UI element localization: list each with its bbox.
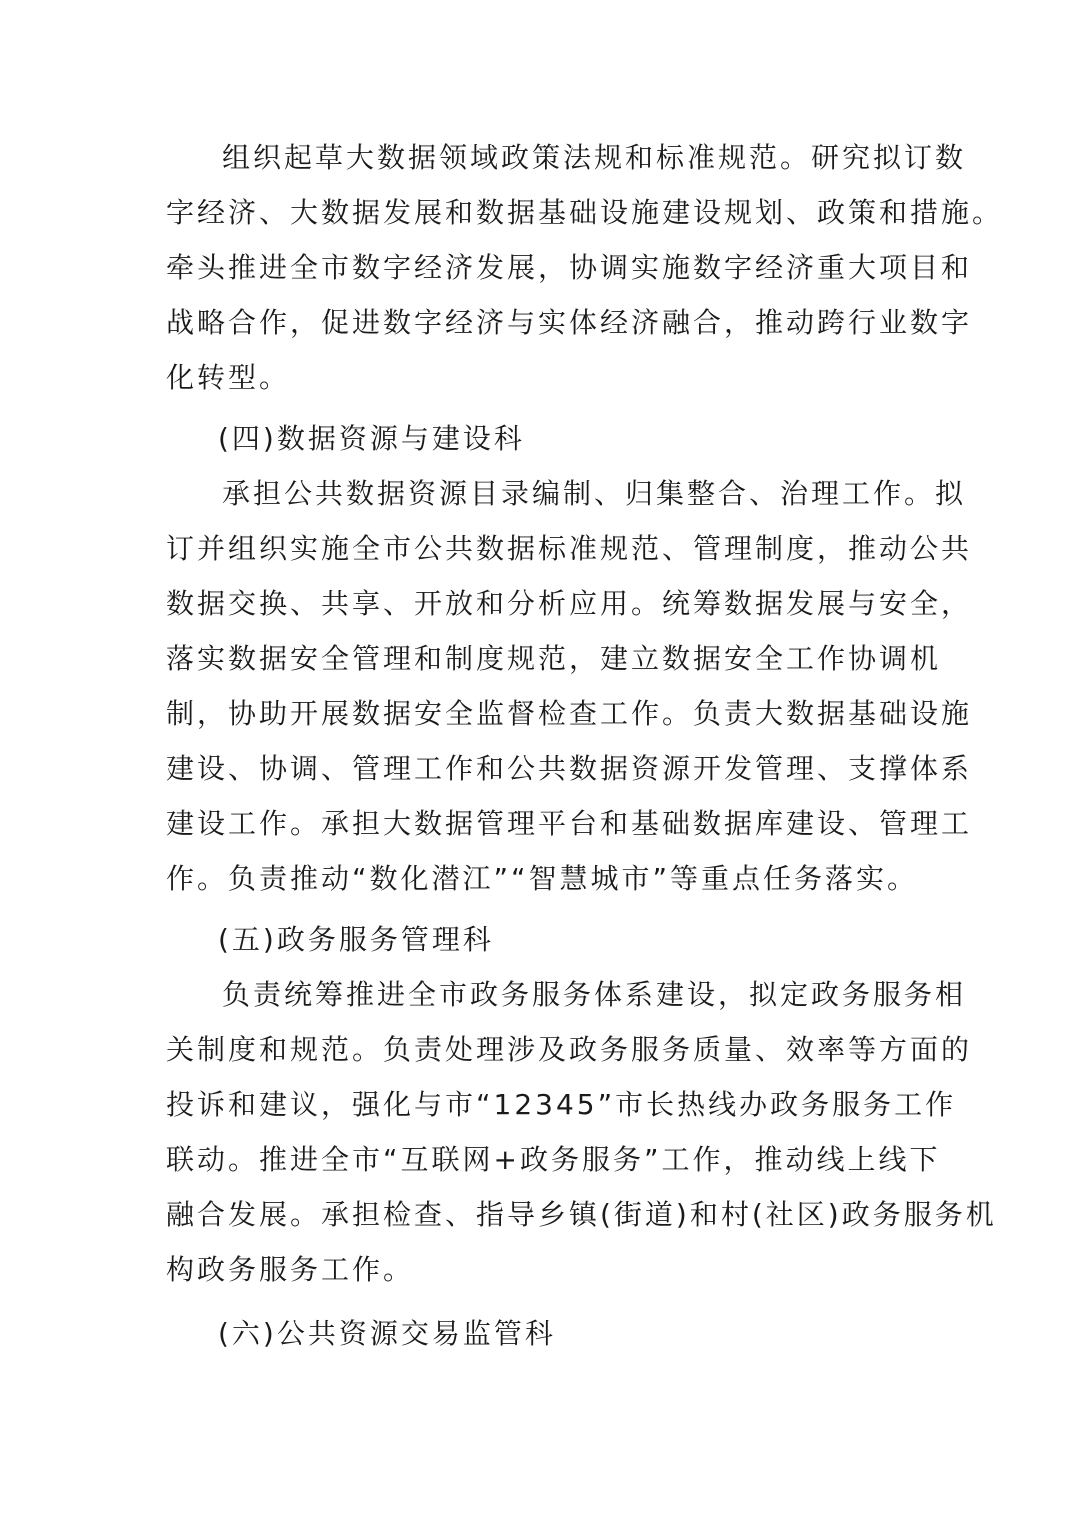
paragraph-line: 落实数据安全管理和制度规范，建立数据安全工作协调机 xyxy=(166,642,942,675)
paragraph-line: 构政务服务工作。 xyxy=(166,1253,415,1286)
paragraph-line: 承担公共数据资源目录编制、归集整合、治理工作。拟 xyxy=(222,477,967,510)
paragraph-line: 制，协助开展数据安全监督检查工作。负责大数据基础设施 xyxy=(166,697,973,730)
paragraph-line: 数据交换、共享、开放和分析应用。统筹数据发展与安全， xyxy=(166,587,973,620)
paragraph-line: 作。负责推动“数化潜江”“智慧城市”等重点任务落实。 xyxy=(166,862,919,895)
paragraph-line: 字经济、大数据发展和数据基础设施建设规划、政策和措施。 xyxy=(166,196,1004,229)
paragraph-line: 联动。推进全市“互联网+政务服务”工作，推动线上线下 xyxy=(166,1143,941,1176)
paragraph-line: 组织起草大数据领域政策法规和标准规范。研究拟订数 xyxy=(222,141,967,174)
paragraph-line: 订并组织实施全市公共数据标准规范、管理制度，推动公共 xyxy=(166,532,973,565)
paragraph-line: 化转型。 xyxy=(166,361,291,394)
paragraph-line: 建设、协调、管理工作和公共数据资源开发管理、支撑体系 xyxy=(166,752,973,785)
paragraph-line: 负责统筹推进全市政务服务体系建设，拟定政务服务相 xyxy=(222,978,967,1011)
paragraph-line: 牵头推进全市数字经济发展，协调实施数字经济重大项目和 xyxy=(166,251,973,284)
paragraph-line: 战略合作，促进数字经济与实体经济融合，推动跨行业数字 xyxy=(166,306,973,339)
paragraph-line: 投诉和建议，强化与市“12345”市长热线办政务服务工作 xyxy=(166,1088,957,1121)
paragraph-line: 融合发展。承担检查、指导乡镇(街道)和村(社区)政务服务机 xyxy=(166,1198,997,1231)
paragraph-line: 关制度和规范。负责处理涉及政务服务质量、效率等方面的 xyxy=(166,1033,973,1066)
section-heading: (六)公共资源交易监管科 xyxy=(218,1317,556,1350)
section-heading: (四)数据资源与建设科 xyxy=(218,422,525,455)
paragraph-line: 建设工作。承担大数据管理平台和基础数据库建设、管理工 xyxy=(166,807,973,840)
section-heading: (五)政务服务管理科 xyxy=(218,923,494,956)
